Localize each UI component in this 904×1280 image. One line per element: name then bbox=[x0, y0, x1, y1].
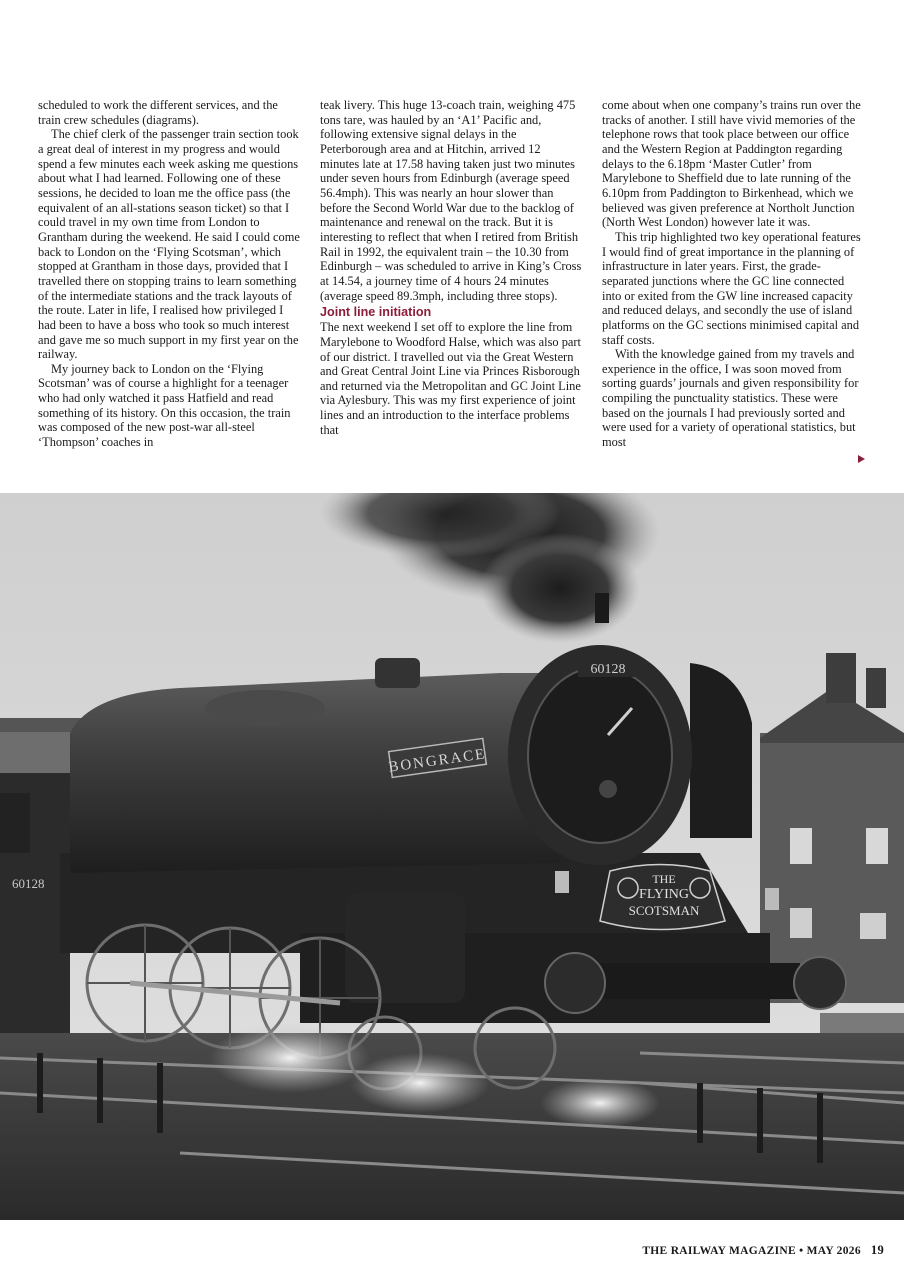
text-column-3 bbox=[602, 98, 864, 450]
locomotive-photo bbox=[0, 493, 904, 1220]
headboard-line: FLYING bbox=[639, 887, 689, 902]
nameplate-text: BONGRACE bbox=[387, 746, 488, 776]
publication-name: THE RAILWAY MAGAZINE • MAY 2026 bbox=[642, 1245, 861, 1257]
headboard-line: THE bbox=[652, 872, 676, 886]
paragraph: The chief clerk of the passenger train section took a great deal of interest in my progress and would spend a few minutes each week asking me questions about what I had learned. Following one of these sessions, he decided to loan me the office pass (the equivalent of an all-stations season ticket) so that I could travel in my own time from London to Grantham during the weekend. He said I could come back to London on the ‘Flying Scotsman’, which stopped at Grantham in those days, provided that I travelled there on stopping trains to learn something of the intermediate stations and the track layouts of the route. Later in life, I realised how privileged I had been to have a boss who took so much interest and gave me so much support in my first year on the railway. bbox=[38, 127, 300, 362]
paragraph: scheduled to work the different services, and the train crew schedules (diagrams). bbox=[38, 98, 278, 127]
paragraph: With the knowledge gained from my travels and experience in the office, I was soon moved from sorting guards’ journals and given responsibility for compiling the punctuality statistics. These were based on the journals I had previously sorted and were used for a variety of operational statistics, but most bbox=[602, 347, 859, 450]
paragraph: come about when one company’s trains run over the tracks of another. I still have vivid memories of the telephone rows that took place between our office and the Western Region at Paddington regarding delays to the 6.18pm ‘Master Cutler’ from Marylebone to Sheffield due to late running of the 6.10pm from Paddington to Birkenhead, which we believed was given preference at Northolt Junction (North West London) however late it was. bbox=[602, 98, 861, 230]
paragraph: teak livery. This huge 13-coach train, weighing 475 tons tare, was hauled by an ‘A1’ Pacific and, following extensive signal delays in the Peterborough area and at Hitchin, arrived 12 minutes late at 17.58 having taken just two minutes under seven hours from Edinburgh (average speed 56.4mph). This was nearly an hour slower than before the Second World War due to the backlog of maintenance and renewal on the track. But it is interesting to reflect that when I retired from British Rail in 1992, the equivalent train – the 10.30 from Edinburgh – was scheduled to arrive in King’s Cross at 14.54, a journey time of 4 hours 24 minutes (average speed 89.3mph, including three stops). bbox=[320, 98, 582, 303]
continue-arrow-icon bbox=[858, 455, 865, 463]
paragraph: The next weekend I set off to explore the line from Marylebone to Woodford Halse, which was also part of our district. I travelled out via the Great Western and Great Central Joint Line via Princes Risborough and returned via the Metropolitan and GC Joint Line via Aylesbury. This was my first experience of joint lines and an introduction to the interface problems that bbox=[320, 320, 581, 437]
smokebox-number: 60128 bbox=[590, 662, 626, 677]
cab-number: 60128 bbox=[12, 876, 45, 891]
text-column-1 bbox=[38, 98, 300, 450]
page-number: 19 bbox=[870, 1243, 884, 1257]
paragraph: This trip highlighted two key operational features I would find of great importance in the planning of infrastructure in later years. First, the grade-separated junctions where the GC line connected into or exited from the GW line increased capacity and reduced delays, and secondly the use of island platforms on the GC sections minimised capital and staff costs. bbox=[602, 229, 861, 347]
page-footer bbox=[642, 1243, 884, 1258]
headboard-line: SCOTSMAN bbox=[628, 903, 700, 918]
text-column-2 bbox=[320, 98, 582, 437]
section-heading: Joint line initiation bbox=[320, 305, 432, 320]
paragraph: My journey back to London on the ‘Flying Scotsman’ was of course a highlight for a teenager who had only watched it pass Hatfield and read something of its history. On this occasion, the train was composed of the new post-war all-steel ‘Thompson’ coaches in bbox=[38, 361, 291, 450]
